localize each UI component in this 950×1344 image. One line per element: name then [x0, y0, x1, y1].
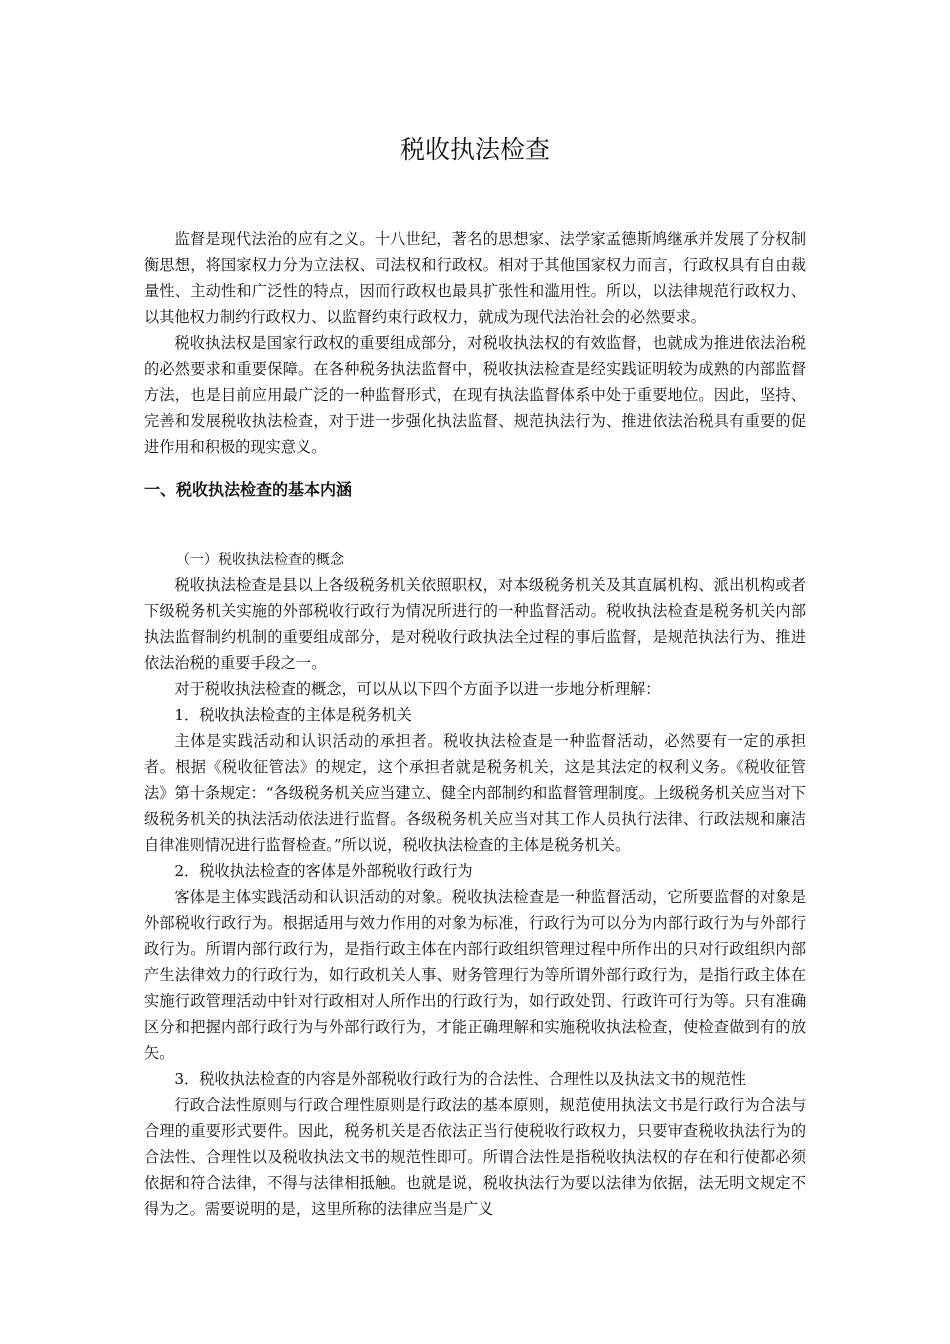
paragraph: 对于税收执法检查的概念，可以从以下四个方面予以进一步地分析理解：: [174, 680, 661, 698]
list-heading: 3．税收执法检查的内容是外部税收行政行为的合法性、合理性以及执法文书的规范性: [174, 1070, 746, 1088]
list-heading: 2．税收执法检查的客体是外部税收行政行为: [174, 862, 473, 880]
section-heading: 一、税收执法检查的基本内涵: [144, 480, 353, 499]
document-title: 税收执法检查: [399, 135, 550, 164]
concept-section: [144, 572, 806, 1222]
paragraph: 客体是主体实践活动和认识活动的对象。税收执法检查是一种监督活动，它所要监督的对象是外部税收行政行为。根据适用与效力作用的对象为标准，行政行为可以分为内部行政行为与外部行政行为。所谓内部行政行为，是指行政主体在内部行政组织管理过程中所作出的只对行政组织内部产生法律效力的行政行为，如行政机关人事、财务管理行为等所谓外部行政行为，是指行政主体在实施行政管理活动中针对行政相对人所作出的行政行为，如行政处罚、行政许可行为等。只有准确区分和把握内部行政行为与外部行政行为，才能正确理解和实施税收执法检查，使检查做到有的放矢。: [144, 888, 806, 1062]
paragraph: 监督是现代法治的应有之义。十八世纪，著名的思想家、法学家孟德斯鸠继承并发展了分权制衡思想，将国家权力分为立法权、司法权和行政权。相对于其他国家权力而言，行政权具有自由裁量性、主动性和广泛性的特点，因而行政权也最具扩张性和滥用性。所以，以法律规范行政权力、以其他权力制约行政权力、以监督约束行政权力，就成为现代法治社会的必然要求。: [144, 230, 806, 326]
list-heading: 1．税收执法检查的主体是税务机关: [174, 706, 412, 724]
sub-heading: （一）税收执法检查的概念: [176, 552, 344, 568]
paragraph: 税收执法检查是县以上各级税务机关依照职权，对本级税务机关及其直属机构、派出机构或者下级税务机关实施的外部税收行政行为情况所进行的一种监督活动。税收执法检查是税务机关内部执法监督制约机制的重要组成部分，是对税收行政执法全过程的事后监督，是规范执法行为、推进依法治税的重要手段之一。: [144, 576, 806, 672]
paragraph: 主体是实践活动和认识活动的承担者。税收执法检查是一种监督活动，必然要有一定的承担者。根据《税收征管法》的规定，这个承担者就是税务机关，这是其法定的权利义务。《税收征管法》第十条规定：“各级税务机关应当建立、健全内部制约和监督管理制度。上级税务机关应当对下级税务机关的执法活动依法进行监督。各级税务机关应当对其工作人员执行法律、行政法规和廉洁自律准则情况进行监督检查。”所以说，税收执法检查的主体是税务机关。: [144, 732, 806, 854]
paragraph: 税收执法权是国家行政权的重要组成部分，对税收执法权的有效监督，也就成为推进依法治税的必然要求和重要保障。在各种税务执法监督中，税收执法检查是经实践证明较为成熟的内部监督方法，也是目前应用最广泛的一种监督形式，在现有执法监督体系中处于重要地位。因此，坚持、完善和发展税收执法检查，对于进一步强化执法监督、规范执法行为、推进依法治税具有重要的促进作用和积极的现实意义。: [144, 334, 806, 456]
paragraph: 行政合法性原则与行政合理性原则是行政法的基本原则，规范使用执法文书是行政行为合法与合理的重要形式要件。因此，税务机关是否依法正当行使税收行政权力，只要审查税收执法行为的合法性、合理性以及税收执法文书的规范性即可。所谓合法性是指税收执法权的存在和行使都必须依据和符合法律，不得与法律相抵触。也就是说，税收执法行为要以法律为依据，法无明文规定不得为之。需要说明的是，这里所称的法律应当是广义: [144, 1096, 806, 1218]
intro-section: [144, 226, 806, 460]
